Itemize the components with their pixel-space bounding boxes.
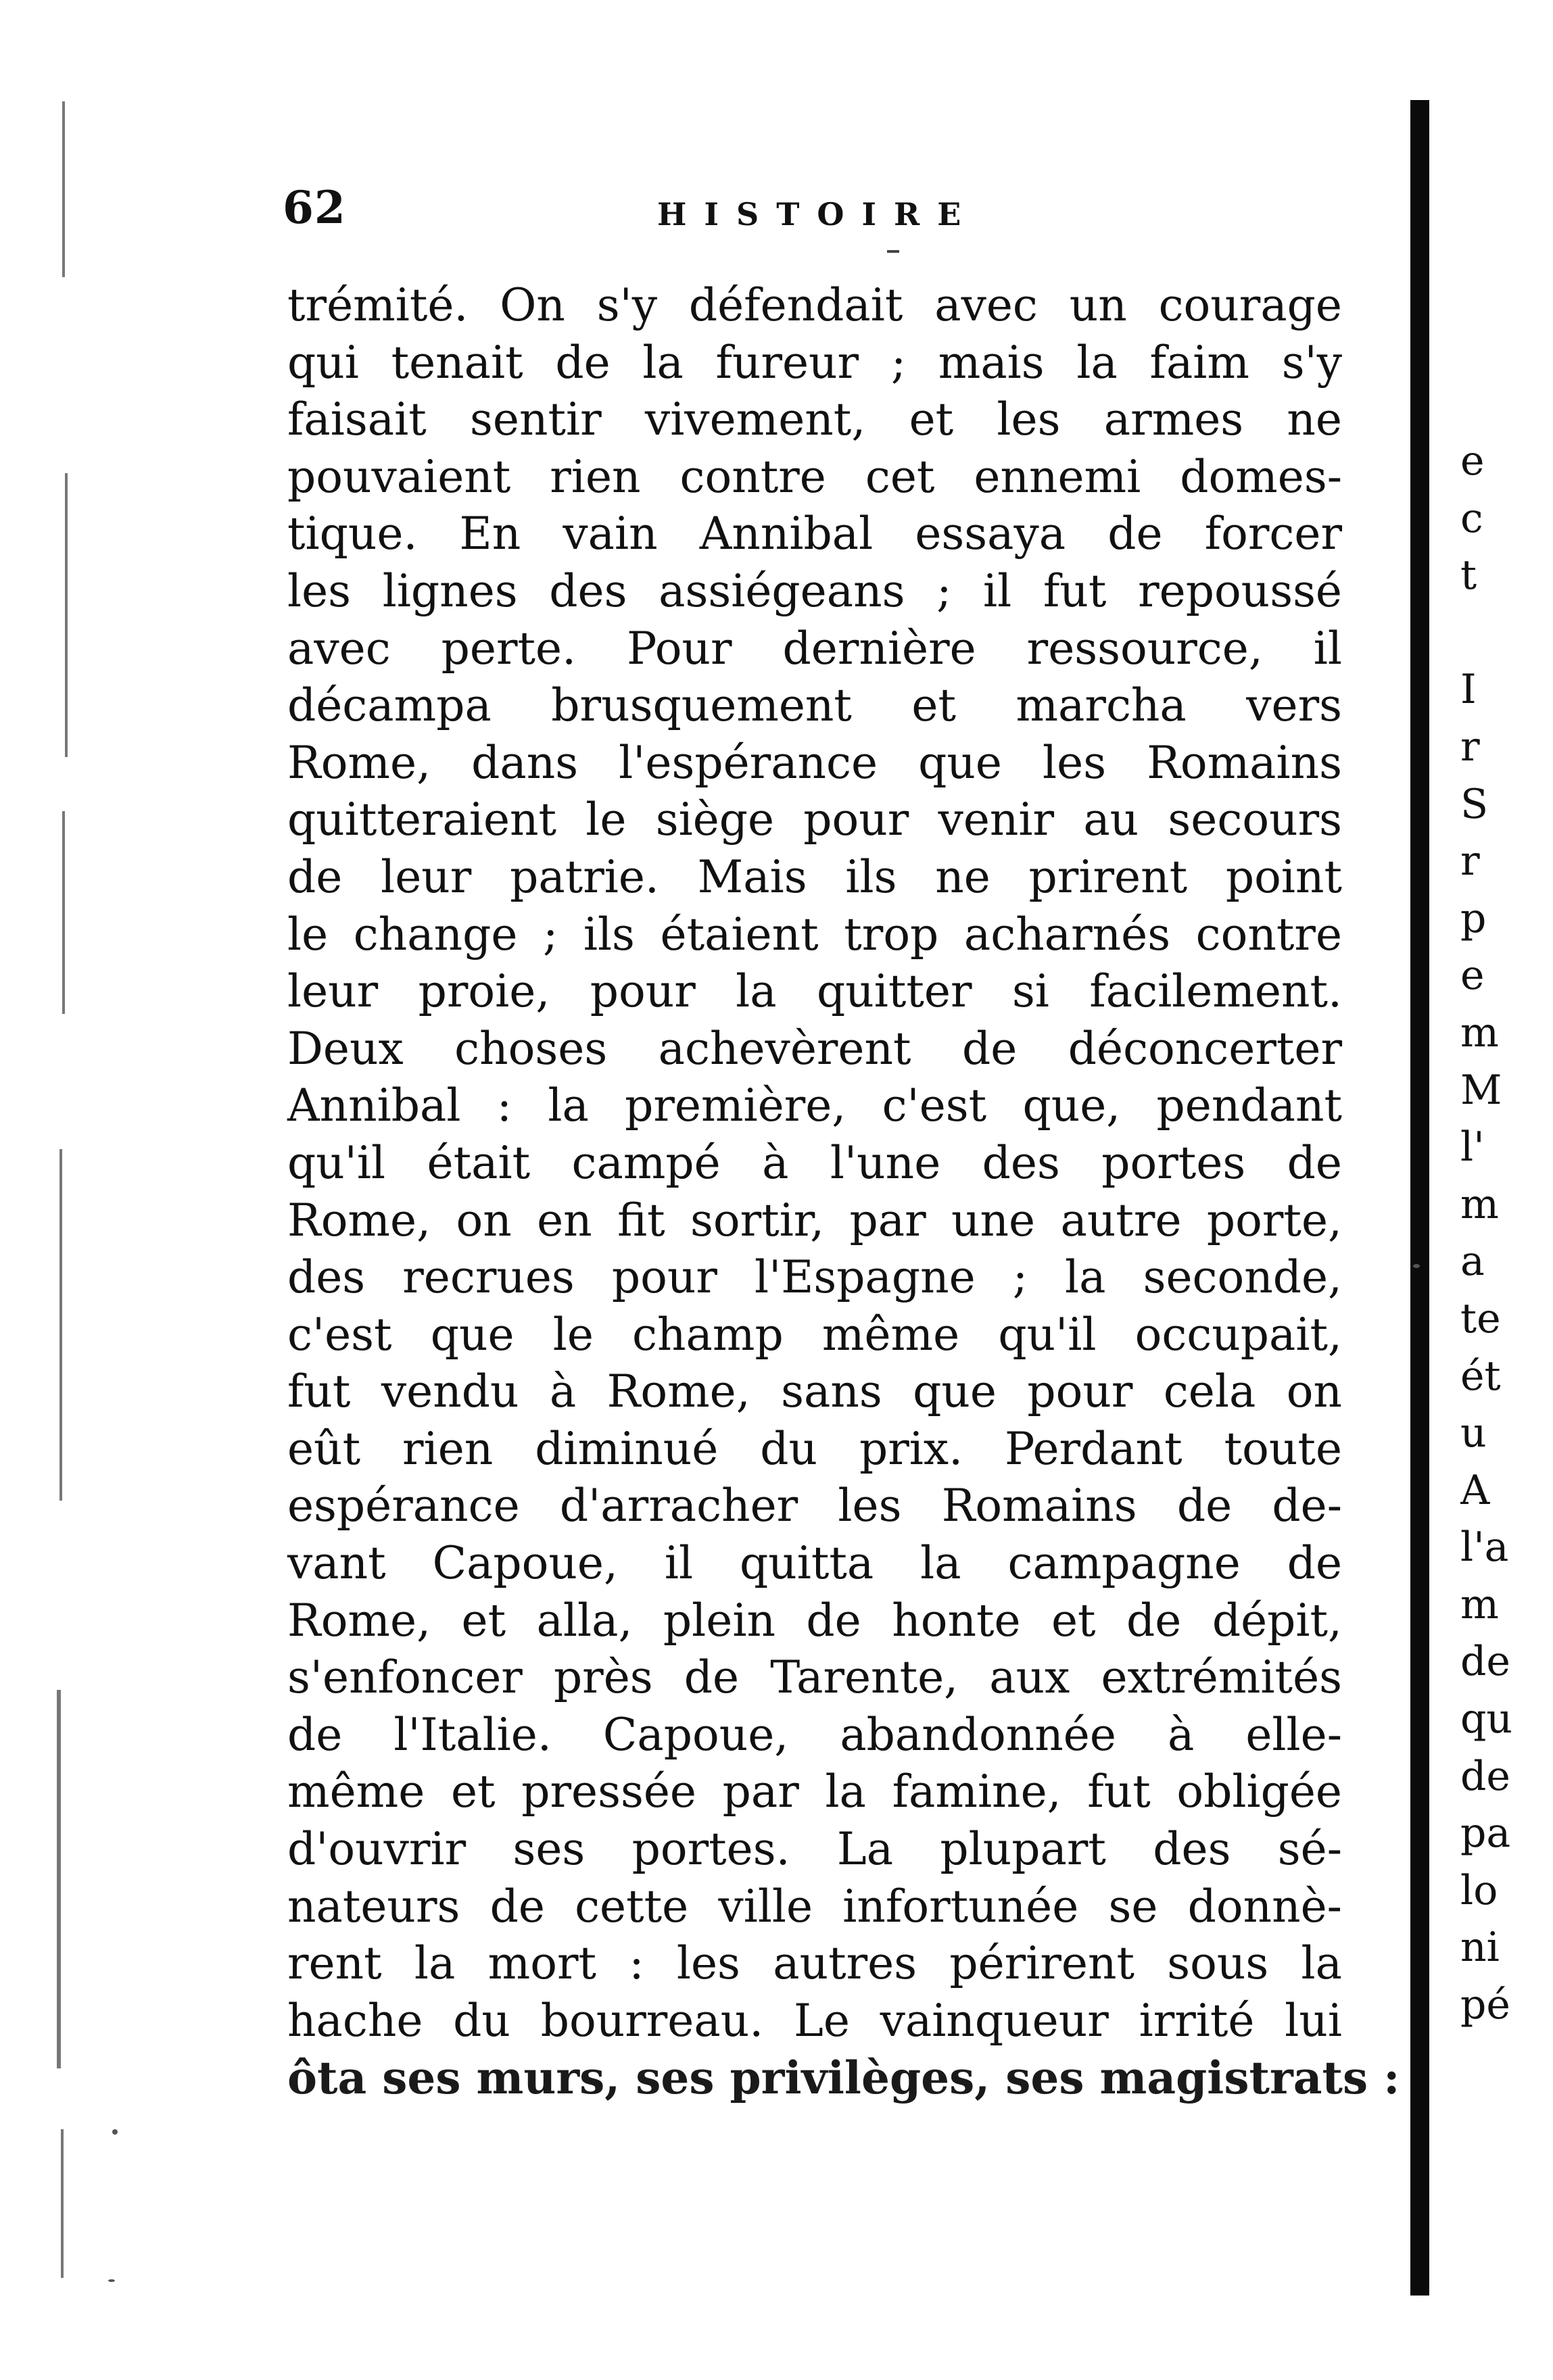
- facing-fragment: r: [1460, 837, 1480, 885]
- text-line: Deux choses achevèrent de déconcerter: [287, 1022, 1342, 1075]
- text-line: qui tenait de la fureur ; mais la faim s'y: [287, 336, 1342, 389]
- text-line: c'est que le champ même qu'il occupait,: [287, 1308, 1342, 1361]
- facing-fragment: e: [1460, 437, 1485, 485]
- scan-speck: [108, 2279, 115, 2282]
- facing-fragment: c: [1460, 494, 1483, 542]
- facing-fragment: m: [1460, 1180, 1499, 1228]
- facing-fragment: te: [1460, 1294, 1501, 1342]
- scan-edge-mark: [62, 101, 65, 277]
- text-line: quitteraient le siège pour venir au secours: [287, 794, 1342, 846]
- facing-fragment: e: [1460, 952, 1485, 1000]
- binding-gutter: [1410, 100, 1429, 2296]
- scan-edge-mark: [65, 473, 68, 757]
- text-line: espérance d'arracher les Romains de de-: [287, 1480, 1342, 1532]
- text-line: de l'Italie. Capoue, abandonnée à elle-: [287, 1708, 1342, 1761]
- text-line: Rome, dans l'espérance que les Romains: [287, 736, 1342, 789]
- facing-page-fragments: [1460, 433, 1553, 2034]
- text-line: Rome, et alla, plein de honte et de dépit,: [287, 1594, 1342, 1647]
- facing-fragment: p: [1460, 894, 1487, 942]
- facing-fragment: qu: [1460, 1695, 1513, 1743]
- text-line: les lignes des assiégeans ; il fut repoussé: [287, 564, 1342, 617]
- facing-fragment: m: [1460, 1009, 1499, 1057]
- scan-speck: [1413, 1264, 1420, 1268]
- text-line: des recrues pour l'Espagne ; la seconde,: [287, 1251, 1342, 1304]
- page-number: 62: [283, 181, 346, 234]
- text-line: décampa brusquement et marcha vers: [287, 679, 1342, 732]
- facing-fragment: de: [1460, 1638, 1510, 1686]
- header-ornament: [887, 250, 899, 253]
- facing-fragment: A: [1460, 1466, 1490, 1514]
- facing-fragment: u: [1460, 1409, 1487, 1457]
- text-line: qu'il était campé à l'une des portes de: [287, 1136, 1342, 1189]
- scan-edge-mark: [59, 1149, 62, 1501]
- text-line: faisait sentir vivement, et les armes ne: [287, 393, 1342, 446]
- facing-fragment: I: [1460, 666, 1477, 714]
- text-line: avec perte. Pour dernière ressource, il: [287, 622, 1342, 675]
- facing-fragment: S: [1460, 780, 1489, 828]
- facing-fragment: r: [1460, 723, 1480, 771]
- facing-fragment: lo: [1460, 1866, 1498, 1914]
- facing-fragment: de: [1460, 1752, 1510, 1800]
- text-line: leur proie, pour la quitter si facilement.: [287, 965, 1342, 1018]
- facing-fragment: pé: [1460, 1981, 1510, 2029]
- text-line: trémité. On s'y défendait avec un courage: [287, 279, 1342, 331]
- text-line: de leur patrie. Mais ils ne prirent point: [287, 850, 1342, 903]
- text-line: ôta ses murs, ses privilèges, ses magistrats :: [287, 2051, 1400, 2105]
- facing-fragment: t: [1460, 552, 1477, 600]
- scan-edge-mark: [57, 1690, 61, 2068]
- text-line: le change ; ils étaient trop acharnés contre: [287, 908, 1342, 961]
- text-line: tique. En vain Annibal essaya de forcer: [287, 508, 1342, 560]
- scan-edge-mark: [61, 2129, 64, 2278]
- body-text: [287, 277, 1400, 2107]
- text-line: nateurs de cette ville infortunée se donnè-: [287, 1880, 1342, 1933]
- facing-fragment: l': [1460, 1123, 1485, 1171]
- text-line: pouvaient rien contre cet ennemi domes-: [287, 450, 1342, 503]
- facing-fragment: l'a: [1460, 1524, 1509, 1572]
- facing-fragment: M: [1460, 1066, 1502, 1114]
- text-line: Rome, on en fit sortir, par une autre porte,: [287, 1194, 1342, 1246]
- text-line: eût rien diminué du prix. Perdant toute: [287, 1422, 1342, 1475]
- text-line: fut vendu à Rome, sans que pour cela on: [287, 1365, 1342, 1418]
- facing-fragment: pa: [1460, 1810, 1511, 1857]
- text-line: hache du bourreau. Le vainqueur irrité lui: [287, 1994, 1342, 2047]
- facing-fragment: ét: [1460, 1352, 1501, 1400]
- facing-fragment: a: [1460, 1238, 1485, 1286]
- text-line: même et pressée par la famine, fut obligée: [287, 1766, 1342, 1818]
- scan-speck: [112, 2129, 118, 2135]
- facing-fragment: [1460, 604, 1553, 662]
- facing-fragment: m: [1460, 1580, 1499, 1628]
- scan-edge-mark: [62, 811, 65, 1014]
- facing-fragment: ni: [1460, 1924, 1500, 1972]
- text-line: s'enfoncer près de Tarente, aux extrémités: [287, 1651, 1342, 1704]
- text-line: rent la mort : les autres périrent sous la: [287, 1937, 1342, 1990]
- text-line: d'ouvrir ses portes. La plupart des sé-: [287, 1823, 1342, 1876]
- running-head: HISTOIRE: [657, 196, 979, 233]
- text-line: vant Capoue, il quitta la campagne de: [287, 1537, 1342, 1590]
- text-line: Annibal : la première, c'est que, pendant: [287, 1079, 1342, 1132]
